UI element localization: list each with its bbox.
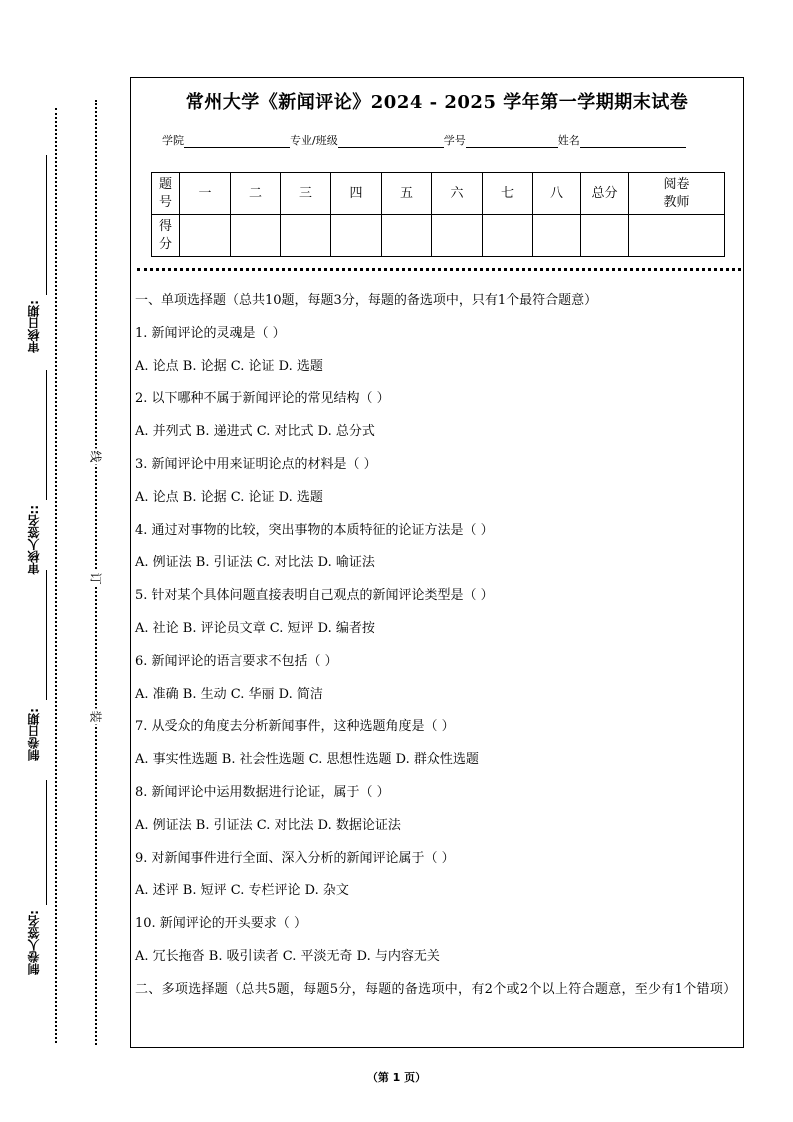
score-cell[interactable] [382,215,432,257]
score-cell[interactable] [331,215,382,257]
binding-char-install: 装 [88,710,103,723]
score-table-header-row [152,173,725,215]
question-9-options: A. 述评 B. 短评 C. 专栏评论 D. 杂文 [135,883,349,899]
score-cell[interactable] [533,215,581,257]
grader-cell: 阅卷 教师 [629,173,725,215]
score-table-score-row [152,215,725,257]
col-header: 六 [432,173,483,215]
question-8: 8. 新闻评论中运用数据进行论证，属于（ ） [135,784,390,800]
student-id-field[interactable] [466,135,558,148]
maker-sign-line [46,780,47,905]
question-6: 6. 新闻评论的语言要求不包括（ ） [135,653,338,669]
col-header: 三 [281,173,331,215]
reviewer-sign-line [46,370,47,500]
major-field[interactable] [338,135,444,148]
section1-heading: 一、单项选择题（总共10题，每题3分，每题的备选项中，只有1个最符合题意） [135,293,598,308]
score-cell[interactable] [432,215,483,257]
question-10: 10. 新闻评论的开头要求（ ） [135,916,307,932]
question-4: 4. 通过对事物的比较，突出事物的本质特征的论证方法是（ ） [135,522,494,538]
col-header: 五 [382,173,432,215]
college-label: 学院 [162,134,184,147]
name-field[interactable] [580,135,686,148]
page-number: （第 1 页） [366,1071,427,1084]
q-number-cell: 题 号 [152,173,180,215]
question-7-options: A. 事实性选题 B. 社会性选题 C. 思想性选题 D. 群众性选题 [135,752,479,768]
col-header: 七 [483,173,533,215]
college-field[interactable] [184,135,290,148]
section2-heading: 二、多项选择题（总共5题，每题5分，每题的备选项中，有2个或2个以上符合题意，至少有1个错项） [135,981,737,997]
question-7: 7. 从受众的角度去分析新闻事件，这种选题角度是（ ） [135,719,455,735]
score-cell[interactable] [180,215,231,257]
question-1: 1. 新闻评论的灵魂是（ ） [135,325,286,341]
score-cell-total[interactable] [581,215,629,257]
question-5: 5. 针对某个具体问题直接表明自己观点的新闻评论类型是（ ） [135,588,494,604]
score-cell[interactable] [231,215,281,257]
question-6-options: A. 准确 B. 生动 C. 华丽 D. 简洁 [135,686,323,702]
question-10-options: A. 冗长拖沓 B. 吸引读者 C. 平淡无奇 D. 与内容无关 [135,948,440,964]
student-id-label: 学号 [443,134,466,147]
major-label: 专业/班级 [290,134,338,147]
grader-sign-cell[interactable] [629,215,725,257]
question-content [135,291,740,1000]
question-2-options: A. 并列式 B. 递进式 C. 对比式 D. 总分式 [135,424,375,440]
question-2: 2. 以下哪种不属于新闻评论的常见结构（ ） [135,391,390,407]
question-4-options: A. 例证法 B. 引证法 C. 对比法 D. 喻证法 [135,555,375,571]
maker-sign-label: 制卷人签名: [27,910,41,975]
question-3: 3. 新闻评论中用来证明论点的材料是（ ） [135,456,377,472]
section-separator [137,268,741,271]
name-label: 姓名 [557,134,580,147]
score-table [151,172,725,257]
score-cell[interactable] [281,215,331,257]
exam-title: 常州大学《新闻评论》2024 - 2025 学年第一学期期末试卷 [185,92,689,113]
question-9: 9. 对新闻事件进行全面、深入分析的新闻评论属于（ ） [135,850,455,866]
make-date-line [46,570,47,700]
review-date-line [46,155,47,295]
make-date-label: 制卷日期: [27,708,41,761]
binding-char-order: 订 [88,572,103,585]
question-5-options: A. 社论 B. 评论员文章 C. 短评 D. 编者按 [135,620,375,636]
col-header-total: 总分 [581,173,629,215]
col-header: 八 [533,173,581,215]
student-info-row [162,132,686,148]
review-date-label: 审核日期: [27,300,41,353]
col-header: 四 [331,173,382,215]
binding-char-line: 线 [88,450,103,463]
question-8-options: A. 例证法 B. 引证法 C. 对比法 D. 数据论证法 [135,817,401,833]
score-label-cell: 得 分 [152,215,180,257]
left-dotted-margin [55,108,57,1043]
col-header: 一 [180,173,231,215]
score-cell[interactable] [483,215,533,257]
reviewer-sign-label: 审核人签名:: [27,505,41,575]
col-header: 二 [231,173,281,215]
question-3-options: A. 论点 B. 论据 C. 论证 D. 选题 [135,489,323,505]
question-1-options: A. 论点 B. 论据 C. 论证 D. 选题 [135,358,323,374]
